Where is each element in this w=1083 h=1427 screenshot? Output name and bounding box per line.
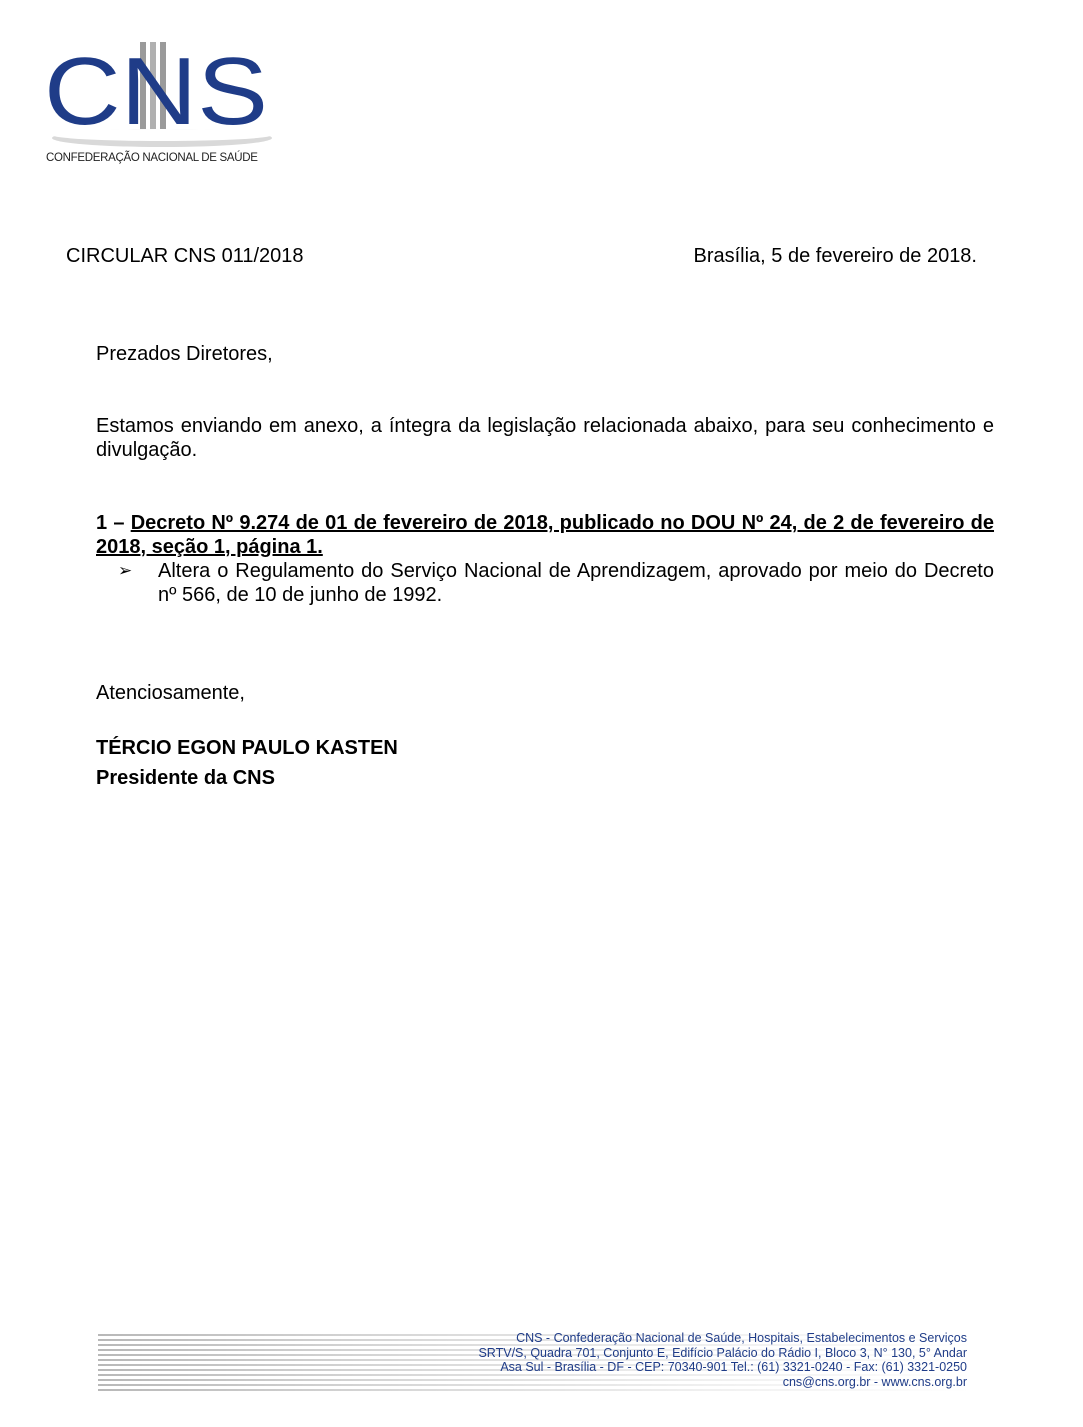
legislation-item-title[interactable]: Decreto Nº 9.274 de 01 de fevereiro de 2018, publicado no DOU Nº 24, de 2 de fevereiro de 2018, seção 1, página 1. [96, 512, 995, 558]
circular-reference: CIRCULAR CNS 011/2018 [66, 245, 304, 267]
legislation-item-heading [96, 511, 994, 559]
circular-date: Brasília, 5 de fevereiro de 2018. [693, 245, 977, 267]
footer-contact: Asa Sul - Brasília - DF - CEP: 70340-901 Tel.: (61) 3321-0240 - Fax: (61) 3321-0250 [500, 1360, 967, 1375]
footer-organization: CNS - Confederação Nacional de Saúde, Hospitais, Estabelecimentos e Serviços [516, 1331, 967, 1345]
footer-web[interactable]: cns@cns.org.br - www.cns.org.br [782, 1374, 967, 1389]
legislation-item-number: 1 – [96, 512, 125, 534]
cns-logo [44, 42, 274, 172]
legislation-item-description: Altera o Regulamento do Serviço Nacional de Aprendizagem, aprovado por meio do Decreto nº 566, de 10 de junho de 1992. [158, 560, 994, 606]
signature-block [96, 733, 994, 793]
cns-logo-mark [44, 42, 274, 150]
legislation-item [96, 511, 994, 607]
intro-paragraph: Estamos enviando em anexo, a íntegra da legislação relacionada abaixo, para seu conhecimento e divulgação. [96, 415, 994, 461]
logo-letters: CNS [44, 42, 268, 145]
arrow-bullet-icon: ➢ [118, 561, 133, 580]
closing: Atenciosamente, [96, 682, 245, 704]
legislation-item-bullet [118, 559, 994, 607]
greeting: Prezados Diretores, [96, 343, 273, 365]
footer-address: SRTV/S, Quadra 701, Conjunto E, Edifício Palácio do Rádio I, Bloco 3, N° 130, 5° Andar [478, 1345, 967, 1360]
logo-caption: CONFEDERAÇÃO NACIONAL DE SAÚDE [46, 152, 258, 164]
signature-role: Presidente da CNS [96, 767, 275, 789]
footer [478, 1331, 967, 1389]
signature-name: TÉRCIO EGON PAULO KASTEN [96, 737, 398, 759]
